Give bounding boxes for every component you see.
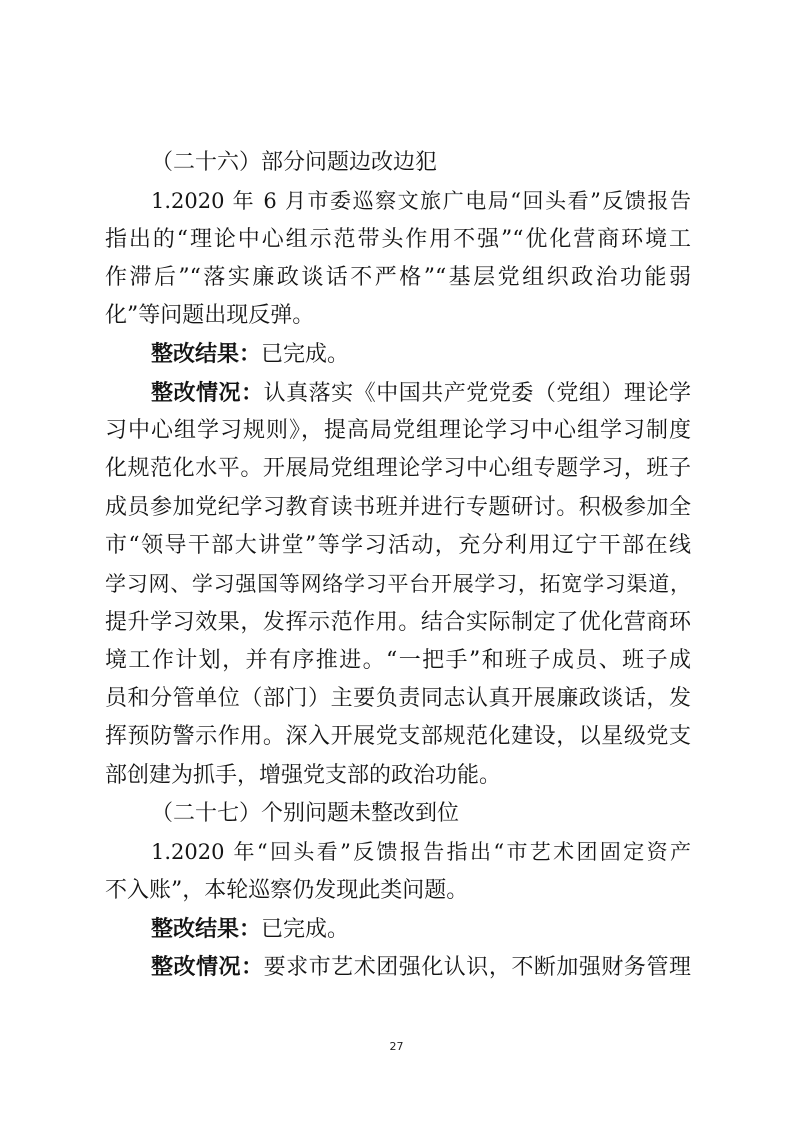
issue-text-line: 不入账”，本轮巡察仍发现此类问题。	[105, 877, 469, 903]
progress-label: 整改情况：	[151, 954, 264, 981]
result-label: 整改结果：	[151, 341, 262, 368]
progress-text-line: 学习网、学习强国等网络学习平台开展学习，拓宽学习渠道，	[105, 572, 691, 597]
progress-text-line: 提升学习效果，发挥示范作用。结合实际制定了优化营商环	[105, 609, 691, 635]
progress-line	[105, 374, 691, 412]
issue-text-line: 作滞后”“落实廉政谈话不严格”“基层党组织政治功能弱	[105, 264, 691, 290]
progress-text-line: 习中心组学习规则》，提高局党组理论学习中心组学习制度	[105, 418, 691, 444]
document-body	[105, 144, 691, 987]
progress-text-line: 员和分管单位（部门）主要负责同志认真开展廉政谈话，发	[105, 686, 691, 712]
progress-text-line: 市“领导干部大讲堂”等学习活动，充分利用辽宁干部在线	[105, 532, 691, 558]
issue-text-line: 指出的“理论中心组示范带头作用不强”“优化营商环境工	[105, 226, 691, 252]
issue-text-line: 化”等问题出现反弹。	[105, 303, 315, 329]
progress-text-line: 境工作计划，并有序推进。“一把手”和班子成员、班子成	[105, 647, 691, 673]
result-line	[105, 335, 691, 373]
result-value: 已完成。	[261, 342, 350, 368]
progress-label: 整改情况：	[151, 379, 264, 406]
progress-text: 要求市艺术团强化认识，不断加强财务管理	[263, 955, 691, 981]
result-line	[105, 910, 691, 948]
section-heading: （二十六）部分问题边改边犯	[151, 150, 438, 175]
progress-text-line: 挥预防警示作用。深入开展党支部规范化建设，以星级党支	[105, 724, 691, 750]
result-value: 已完成。	[261, 916, 350, 942]
issue-text-line: 1.2020 年“回头看”反馈报告指出“市艺术团固定资产	[151, 840, 691, 865]
issue-text-line: 1.2020 年 6 月市委巡察文旅广电局“回头看”反馈报告	[151, 189, 691, 214]
progress-text-line: 成员参加党纪学习教育读书班并进行专题研讨。积极参加全	[105, 494, 691, 520]
page-number: 27	[389, 1040, 404, 1053]
result-label: 整改结果：	[151, 915, 262, 942]
progress-text: 认真落实《中国共产党党委（党组）理论学	[263, 380, 691, 406]
section-heading: （二十七）个别问题未整改到位	[151, 801, 460, 827]
progress-text-line: 化规范化水平。开展局党组理论学习中心组专题学习，班子	[105, 456, 691, 482]
progress-text-line: 部创建为抓手，增强党支部的政治功能。	[105, 762, 502, 788]
progress-line	[105, 948, 691, 986]
